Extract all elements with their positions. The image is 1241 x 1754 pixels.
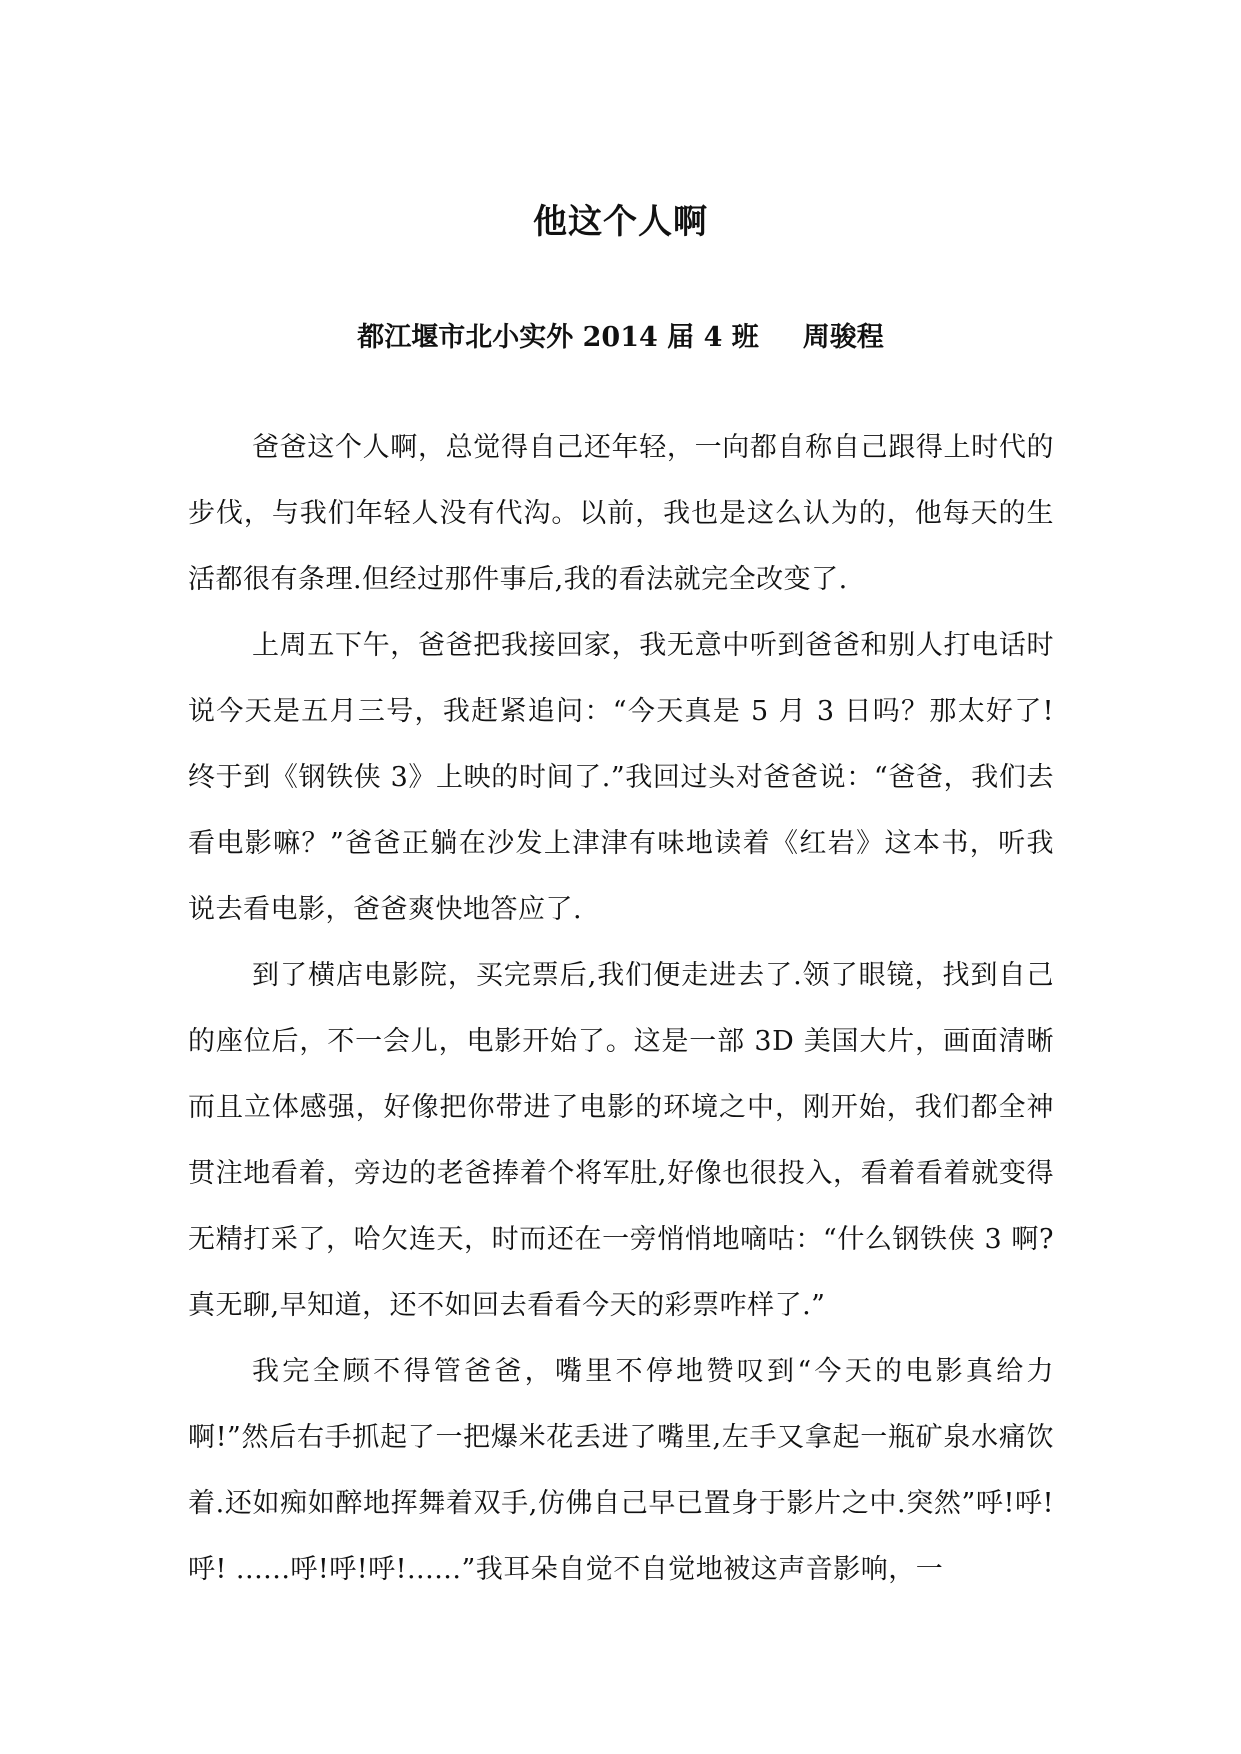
- paragraph: 我完全顾不得管爸爸，嘴里不停地赞叹到“今天的电影真给力啊!”然后右手抓起了一把爆米花丢进了嘴里,左手又拿起一瓶矿泉水痛饮着.还如痴如醉地挥舞着双手,仿佛自己早已置身于影片之中.突然”呼!呼!呼! ......呼!呼!呼!......”我耳朵自觉不自觉地被这声音影响，一: [188, 1356, 1054, 1585]
- byline: [0, 318, 1241, 358]
- paragraph: 上周五下午，爸爸把我接回家，我无意中听到爸爸和别人打电话时说今天是五月三号，我赶紧追问：“今天真是 5 月 3 日吗？那太好了!终于到《钢铁侠 3》上映的时间了.”我回过头对爸爸说：“爸爸，我们去看电影嘛？”爸爸正躺在沙发上津津有味地读着《红岩》这本书，听我说去看电影，爸爸爽快地答应了.: [188, 630, 1054, 925]
- paragraph: 到了横店电影院，买完票后,我们便走进去了.领了眼镜，找到自己的座位后，不一会儿，电影开始了。这是一部 3D 美国大片，画面清晰而且立体感强，好像把你带进了电影的环境之中，刚开始，我们都全神贯注地看着，旁边的老爸捧着个将军肚,好像也很投入，看着看着就变得无精打采了，哈欠连天，时而还在一旁悄悄地嘀咕：“什么钢铁侠 3 啊?真无聊,早知道，还不如回去看看今天的彩票咋样了.”: [188, 960, 1054, 1321]
- byline-school-class: 都江堰市北小实外 2014 届 4 班: [357, 322, 759, 353]
- document-title: 他这个人啊: [533, 202, 708, 242]
- document-body: [188, 415, 1054, 1603]
- paragraph: 爸爸这个人啊，总觉得自己还年轻，一向都自称自己跟得上时代的步伐，与我们年轻人没有代沟。以前，我也是这么认为的，他每天的生活都很有条理.但经过那件事后,我的看法就完全改变了.: [188, 432, 1054, 595]
- byline-author: 周骏程: [802, 322, 884, 353]
